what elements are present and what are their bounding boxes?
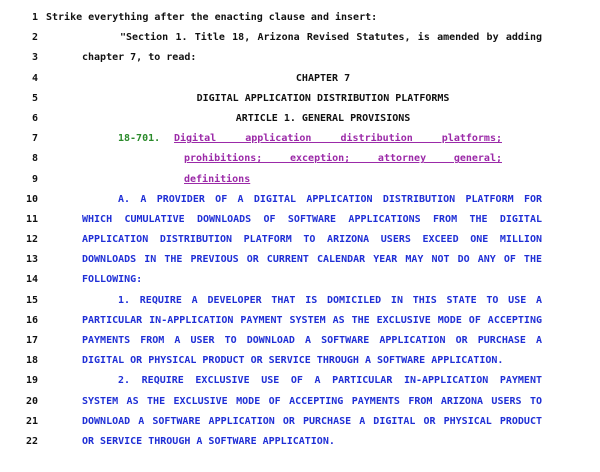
line-3 bbox=[0, 48, 600, 68]
line-5 bbox=[0, 89, 600, 109]
line-12 bbox=[0, 230, 600, 250]
line-text: DOWNLOADS IN THE PREVIOUS OR CURRENT CALENDAR YEAR MAY NOT DO ANY OF THE bbox=[82, 254, 542, 266]
line-number: 9 bbox=[31, 173, 38, 185]
line-number: 17 bbox=[25, 335, 38, 346]
line-text: 1. REQUIRE A DEVELOPER THAT IS DOMICILED IN THIS STATE TO USE A bbox=[118, 294, 542, 306]
line-text: chapter 7, to read: bbox=[82, 52, 197, 64]
line-text: Strike everything after the enacting clause and insert: bbox=[46, 12, 378, 23]
line-text: 2. REQUIRE EXCLUSIVE USE OF A PARTICULAR IN-APPLICATION PAYMENT bbox=[118, 375, 542, 387]
line-number: 15 bbox=[25, 294, 38, 306]
line-text: WHICH CUMULATIVE DOWNLOADS OF SOFTWARE APPLICATIONS FROM THE DIGITAL bbox=[82, 213, 542, 225]
line-2 bbox=[0, 28, 600, 48]
line-number: 12 bbox=[25, 234, 38, 246]
line-1 bbox=[0, 8, 600, 28]
line-11 bbox=[0, 210, 600, 230]
line-number: 13 bbox=[25, 254, 38, 266]
line-20 bbox=[0, 392, 600, 412]
line-number: 7 bbox=[31, 133, 38, 145]
section-title: definitions bbox=[184, 173, 251, 185]
line-number: 6 bbox=[31, 112, 38, 124]
line-text: DIGITAL OR PHYSICAL PRODUCT OR SERVICE THROUGH A SOFTWARE APPLICATION. bbox=[82, 355, 504, 367]
line-text: SYSTEM AS THE EXCLUSIVE MODE OF ACCEPTING PAYMENTS FROM ARIZONA USERS TO bbox=[82, 395, 542, 407]
chapter-heading: CHAPTER 7 bbox=[295, 72, 351, 84]
bill-document bbox=[0, 8, 600, 452]
line-text: FOLLOWING: bbox=[82, 274, 143, 286]
line-number: 16 bbox=[25, 314, 38, 326]
line-6 bbox=[0, 109, 600, 129]
line-number: 19 bbox=[25, 375, 38, 387]
line-19 bbox=[0, 371, 600, 391]
line-4 bbox=[0, 69, 600, 89]
section-title: prohibitions; exception; attorney general; bbox=[184, 153, 502, 165]
line-text: PAYMENTS FROM A USER TO DOWNLOAD A SOFTWARE APPLICATION OR PURCHASE A bbox=[82, 335, 542, 346]
line-21 bbox=[0, 412, 600, 432]
line-number: 5 bbox=[31, 92, 38, 104]
line-14 bbox=[0, 270, 600, 290]
line-8 bbox=[0, 149, 600, 169]
line-13 bbox=[0, 250, 600, 270]
line-number: 8 bbox=[31, 153, 38, 165]
line-text: OR SERVICE THROUGH A SOFTWARE APPLICATION. bbox=[82, 435, 335, 447]
line-text: APPLICATION DISTRIBUTION PLATFORM TO ARIZONA USERS EXCEED ONE MILLION bbox=[82, 234, 542, 246]
line-22 bbox=[0, 432, 600, 452]
line-number: 20 bbox=[25, 395, 38, 407]
section-number: 18-701. bbox=[118, 133, 161, 145]
line-number: 1 bbox=[31, 12, 38, 23]
line-text: A. A PROVIDER OF A DIGITAL APPLICATION DISTRIBUTION PLATFORM FOR bbox=[118, 193, 542, 205]
line-number: 2 bbox=[31, 32, 38, 44]
line-15 bbox=[0, 291, 600, 311]
line-number: 4 bbox=[31, 72, 38, 84]
line-number: 18 bbox=[25, 355, 38, 367]
article-heading: ARTICLE 1. GENERAL PROVISIONS bbox=[235, 112, 411, 124]
section-title: Digital application distribution platforms; bbox=[174, 133, 502, 145]
chapter-title: DIGITAL APPLICATION DISTRIBUTION PLATFORMS bbox=[196, 92, 450, 104]
line-number: 11 bbox=[25, 213, 38, 225]
line-text: DOWNLOAD A SOFTWARE APPLICATION OR PURCHASE A DIGITAL OR PHYSICAL PRODUCT bbox=[82, 415, 542, 427]
line-17 bbox=[0, 331, 600, 351]
line-7 bbox=[0, 129, 600, 149]
line-10 bbox=[0, 190, 600, 210]
line-18 bbox=[0, 351, 600, 371]
line-number: 21 bbox=[25, 415, 38, 427]
line-number: 14 bbox=[25, 274, 38, 286]
line-number: 22 bbox=[25, 435, 38, 447]
line-16 bbox=[0, 311, 600, 331]
line-text: PARTICULAR IN-APPLICATION PAYMENT SYSTEM AS THE EXCLUSIVE MODE OF ACCEPTING bbox=[82, 314, 542, 326]
line-number: 10 bbox=[25, 193, 38, 205]
line-number: 3 bbox=[31, 52, 38, 64]
line-9 bbox=[0, 170, 600, 190]
line-text: "Section 1. Title 18, Arizona Revised Statutes, is amended by adding bbox=[120, 32, 542, 44]
